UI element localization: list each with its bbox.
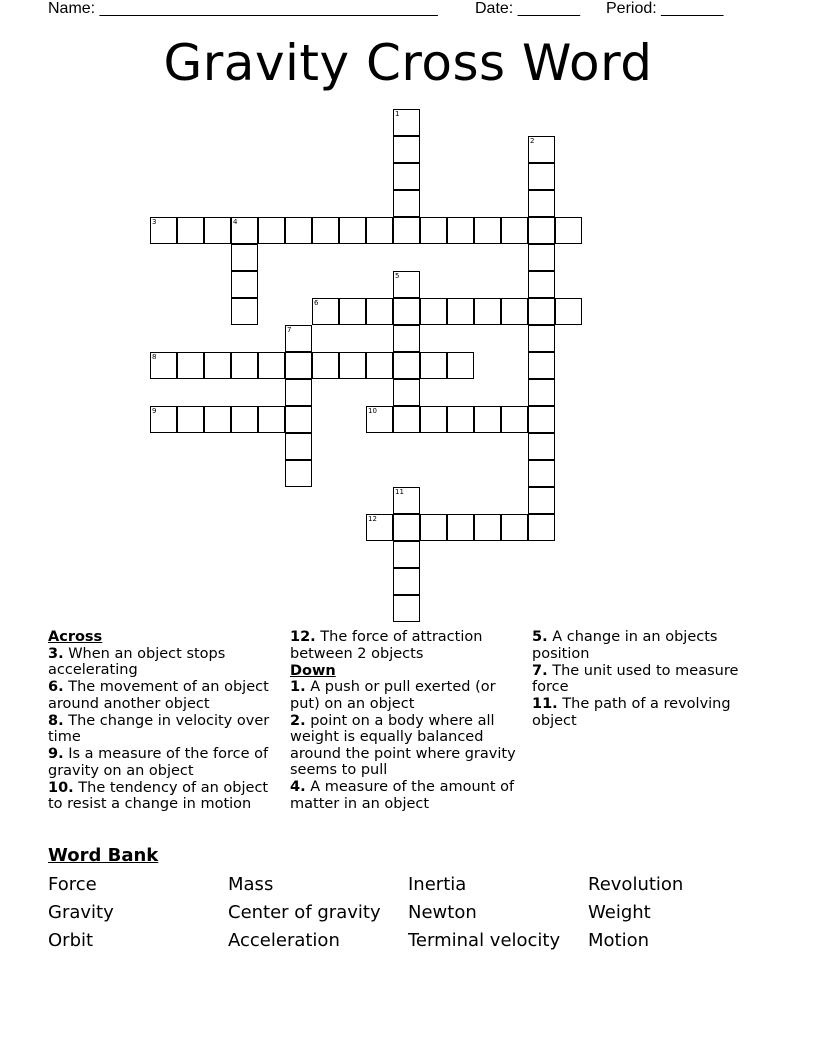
crossword-cell[interactable]: [393, 514, 420, 541]
clue-number: 11.: [532, 696, 558, 712]
clue-down-1: [290, 679, 522, 712]
crossword-cell[interactable]: [447, 298, 474, 325]
cell-number: 5: [395, 272, 400, 280]
clue-text: Is a measure of the force of gravity on an object: [48, 746, 269, 779]
crossword-cell[interactable]: [528, 406, 555, 433]
clue-number: 12.: [290, 629, 316, 645]
clue-across-6: [48, 679, 280, 712]
cell-number: 9: [152, 407, 157, 415]
crossword-cell[interactable]: [501, 217, 528, 244]
word-bank-item: Newton: [408, 902, 477, 923]
crossword-cell[interactable]: [393, 487, 420, 514]
cell-number: 10: [368, 407, 377, 415]
crossword-cell[interactable]: [447, 352, 474, 379]
crossword-cell[interactable]: [231, 217, 258, 244]
clue-across-3: [48, 646, 280, 679]
word-bank-item: Motion: [588, 930, 650, 951]
crossword-cell[interactable]: [366, 352, 393, 379]
clue-text: The tendency of an object to resist a change in motion: [48, 779, 269, 812]
page-title: Gravity Cross Word: [163, 34, 653, 92]
crossword-cell[interactable]: [339, 217, 366, 244]
clue-down-11: [532, 696, 764, 729]
word-bank-item: Inertia: [408, 874, 467, 895]
crossword-cell[interactable]: [285, 379, 312, 406]
clue-number: 8.: [48, 712, 64, 729]
cell-number: 12: [368, 515, 377, 523]
word-bank-item: Orbit: [48, 930, 94, 951]
crossword-cell[interactable]: [204, 217, 231, 244]
clue-text: The change in velocity over time: [48, 712, 270, 745]
clue-number: 9.: [48, 746, 64, 762]
clue-text: A change in an objects position: [532, 629, 718, 662]
crossword-cell[interactable]: [447, 514, 474, 541]
word-bank-item: Mass: [228, 874, 274, 895]
cell-number: 11: [395, 488, 404, 496]
crossword-cell[interactable]: [528, 271, 555, 298]
clue-number: 10.: [48, 779, 74, 796]
crossword-cell[interactable]: [231, 271, 258, 298]
clue-text: When an object stops accelerating: [48, 645, 226, 678]
crossword-cell[interactable]: [528, 352, 555, 379]
clue-number: 5.: [532, 629, 548, 645]
crossword-cell[interactable]: [231, 244, 258, 271]
word-bank-item: Weight: [588, 902, 651, 923]
cell-number: 2: [530, 137, 535, 145]
crossword-cell[interactable]: [447, 406, 474, 433]
word-bank-item: Gravity: [48, 902, 114, 923]
crossword-cell[interactable]: [528, 514, 555, 541]
clue-number: 2.: [290, 712, 306, 729]
crossword-cell[interactable]: [366, 217, 393, 244]
clue-number: 6.: [48, 679, 64, 695]
crossword-cell[interactable]: [231, 352, 258, 379]
clues-column-2: [290, 629, 522, 813]
crossword-cell[interactable]: [393, 109, 420, 136]
crossword-cell[interactable]: [285, 433, 312, 460]
crossword-cell[interactable]: [285, 406, 312, 433]
crossword-cell[interactable]: [420, 217, 447, 244]
crossword-cell[interactable]: [150, 406, 177, 433]
clue-text: A push or pull exerted (or put) on an object: [290, 679, 496, 712]
word-bank-title: Word Bank: [48, 845, 159, 866]
header-row: [0, 0, 816, 20]
crossword-cell[interactable]: [393, 406, 420, 433]
word-bank-item: Revolution: [588, 874, 684, 895]
crossword-cell[interactable]: [474, 217, 501, 244]
crossword-cell[interactable]: [393, 325, 420, 352]
clue-number: 1.: [290, 679, 306, 695]
crossword-cell[interactable]: [528, 487, 555, 514]
clue-across-12: [290, 629, 522, 662]
date-field-label[interactable]: Date: _______: [475, 0, 580, 17]
clue-across-10: [48, 780, 280, 813]
clue-text: The path of a revolving object: [532, 696, 731, 729]
crossword-cell[interactable]: [528, 244, 555, 271]
crossword-cell[interactable]: [285, 217, 312, 244]
crossword-cell[interactable]: [177, 217, 204, 244]
word-bank-item: Acceleration: [228, 930, 340, 951]
crossword-cell[interactable]: [474, 514, 501, 541]
crossword-cell[interactable]: [528, 325, 555, 352]
crossword-cell[interactable]: [285, 352, 312, 379]
crossword-cell[interactable]: [528, 136, 555, 163]
clue-text: The movement of an object around another object: [48, 679, 269, 712]
crossword-cell[interactable]: [393, 217, 420, 244]
crossword-cell[interactable]: [528, 460, 555, 487]
crossword-cell[interactable]: [528, 163, 555, 190]
crossword-cell[interactable]: [528, 298, 555, 325]
crossword-cell[interactable]: [555, 217, 582, 244]
crossword-cell[interactable]: [447, 217, 474, 244]
cell-number: 6: [314, 299, 319, 307]
crossword-cell[interactable]: [528, 433, 555, 460]
crossword-cell[interactable]: [393, 163, 420, 190]
crossword-cell[interactable]: [420, 514, 447, 541]
crossword-cell[interactable]: [393, 541, 420, 568]
crossword-cell[interactable]: [393, 190, 420, 217]
crossword-cell[interactable]: [204, 352, 231, 379]
clue-number: 3.: [48, 645, 64, 662]
crossword-cell[interactable]: [366, 514, 393, 541]
clue-down-5: [532, 629, 764, 662]
cell-number: 4: [233, 218, 238, 226]
clues-column-1: [48, 629, 280, 813]
crossword-cell[interactable]: [366, 406, 393, 433]
cell-number: 8: [152, 353, 157, 361]
crossword-cell[interactable]: [501, 298, 528, 325]
crossword-cell[interactable]: [258, 217, 285, 244]
cell-number: 3: [152, 218, 157, 226]
word-bank-item: Force: [48, 874, 97, 895]
crossword-cell[interactable]: [312, 352, 339, 379]
crossword-cell[interactable]: [312, 298, 339, 325]
crossword-grid: [150, 109, 585, 624]
crossword-cell[interactable]: [555, 298, 582, 325]
crossword-cell[interactable]: [150, 217, 177, 244]
crossword-cell[interactable]: [393, 298, 420, 325]
crossword-cell[interactable]: [528, 379, 555, 406]
crossword-cell[interactable]: [204, 406, 231, 433]
across-heading: Across: [48, 629, 103, 645]
clue-down-4: [290, 779, 522, 812]
clue-text: A measure of the amount of matter in an object: [290, 779, 515, 812]
clues-column-3: [532, 629, 764, 730]
crossword-cell[interactable]: [366, 298, 393, 325]
crossword-cell[interactable]: [393, 136, 420, 163]
crossword-cell[interactable]: [420, 298, 447, 325]
crossword-cell[interactable]: [501, 514, 528, 541]
clue-text: The unit used to measure force: [532, 662, 739, 695]
crossword-cell[interactable]: [474, 298, 501, 325]
word-bank-item: Center of gravity: [228, 902, 381, 923]
crossword-cell[interactable]: [393, 568, 420, 595]
clue-across-9: [48, 746, 280, 779]
period-field-label[interactable]: Period: _______: [606, 0, 724, 17]
crossword-cell[interactable]: [339, 298, 366, 325]
crossword-cell[interactable]: [258, 406, 285, 433]
crossword-cell[interactable]: [285, 325, 312, 352]
crossword-cell[interactable]: [177, 406, 204, 433]
word-bank-item: Terminal velocity: [408, 930, 561, 951]
crossword-cell[interactable]: [312, 217, 339, 244]
crossword-cell[interactable]: [285, 460, 312, 487]
clue-down-2: [290, 713, 522, 779]
crossword-cell[interactable]: [177, 352, 204, 379]
crossword-cell[interactable]: [258, 352, 285, 379]
crossword-cell[interactable]: [474, 406, 501, 433]
clue-text: point on a body where all weight is equally balanced around the point where gravity seems to pull: [290, 712, 516, 778]
clue-text: The force of attraction between 2 objects: [290, 629, 483, 662]
clue-number: 7.: [532, 662, 548, 679]
crossword-cell[interactable]: [339, 352, 366, 379]
crossword-cell[interactable]: [231, 406, 258, 433]
cell-number: 7: [287, 326, 292, 334]
crossword-cell[interactable]: [150, 352, 177, 379]
crossword-cell[interactable]: [528, 190, 555, 217]
clue-number: 4.: [290, 779, 306, 795]
down-heading: Down: [290, 662, 336, 679]
crossword-cell[interactable]: [393, 595, 420, 622]
crossword-cell[interactable]: [420, 406, 447, 433]
crossword-cell[interactable]: [393, 379, 420, 406]
crossword-cell[interactable]: [420, 352, 447, 379]
clue-across-8: [48, 713, 280, 746]
crossword-cell[interactable]: [393, 271, 420, 298]
name-field-label[interactable]: Name: ______________________________________: [48, 0, 438, 17]
clue-down-7: [532, 663, 764, 696]
crossword-cell[interactable]: [231, 298, 258, 325]
crossword-cell[interactable]: [393, 352, 420, 379]
crossword-cell[interactable]: [501, 406, 528, 433]
crossword-cell[interactable]: [528, 217, 555, 244]
cell-number: 1: [395, 110, 400, 118]
